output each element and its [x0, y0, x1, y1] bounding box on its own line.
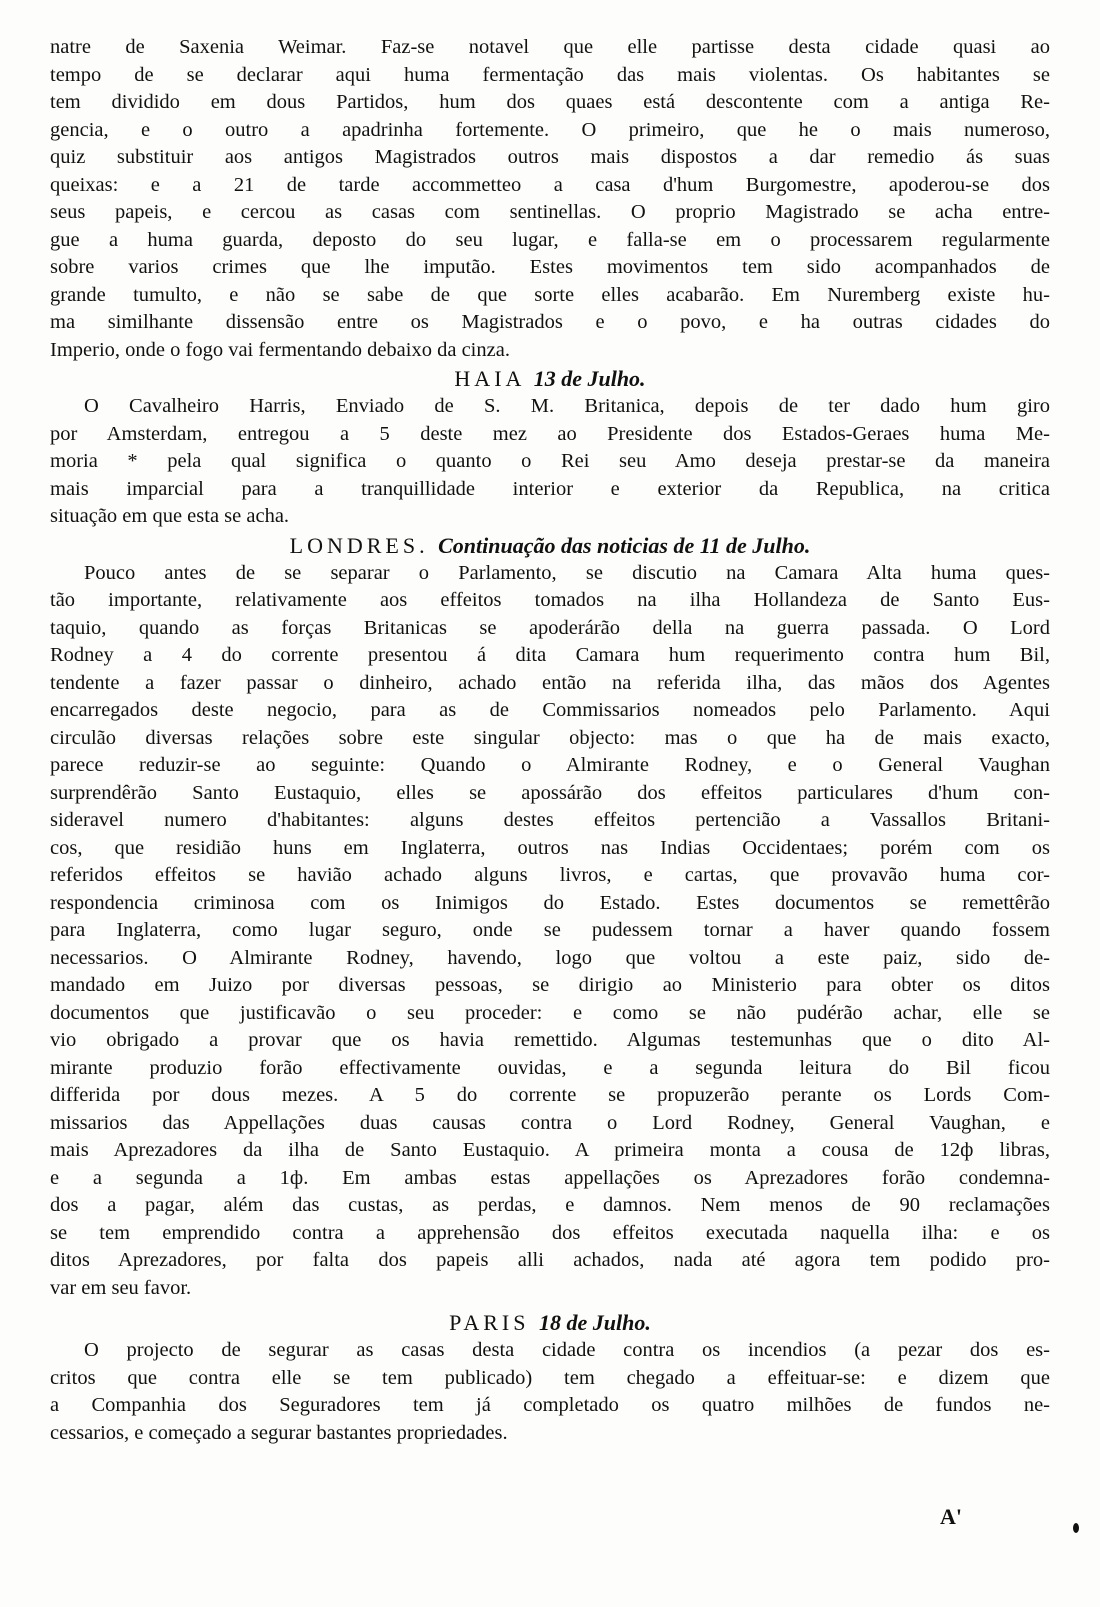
text-column — [50, 34, 1050, 1447]
section-heading-paris — [50, 1308, 1050, 1337]
heading-place: HAIA — [454, 366, 525, 391]
text-line: ma similhante dissensão entre os Magistrados e o povo, e ha outras cidades do — [50, 311, 1050, 333]
text-line: grande tumulto, e não se sabe de que sorte elles acabarão. Em Nuremberg existe hu- — [50, 283, 1050, 306]
text-line: sobre varios crimes que lhe imputão. Estes movimentos tem sido acompanhados de — [50, 256, 1050, 278]
text-line: natre de Saxenia Weimar. Faz-se notavel que elle partisse desta cidade quasi ao — [50, 36, 1050, 58]
text-line: seus papeis, e cercou as casas com sentinellas. O proprio Magistrado se acha entre- — [50, 201, 1050, 223]
text-line: se tem emprendido contra a apprehensão dos effeitos executada naquella ilha: e os — [50, 1221, 1050, 1244]
text-line: differida por dous mezes. A 5 do corrente se propuzerão perante os Lords Com- — [50, 1084, 1050, 1106]
heading-date: Continuação das noticias de 11 de Julho. — [438, 532, 811, 558]
text-line: referidos effeitos se havião achado alguns livros, e cartas, que provavão huma cor- — [50, 864, 1050, 886]
text-line: gue a huma guarda, deposto do seu lugar, e falla-se em o processarem regularmente — [50, 228, 1050, 251]
text-line: queixas: e a 21 de tarde accommetteo a casa d'hum Burgomestre, apoderou-se dos — [50, 173, 1050, 196]
section-heading-londres — [50, 531, 1050, 560]
heading-place: LONDRES. — [289, 532, 429, 558]
text-line: gencia, e o outro a apadrinha fortemente. O primeiro, que he o mais numeroso, — [50, 118, 1050, 141]
catchword: A' — [940, 1504, 962, 1529]
text-line: a Companhia dos Seguradores tem já completado os quatro milhões de fundos ne- — [50, 1394, 1050, 1416]
text-line: cos, que residião huns em Inglaterra, outros nas Indias Occidentaes; porém com os — [50, 836, 1050, 859]
text-line: taquio, quando as forças Britanicas se apoderárão della na guerra passada. O Lord — [50, 616, 1050, 639]
text-line: mandado em Juizo por diversas pessoas, se dirigio ao Ministerio para obter os ditos — [50, 974, 1050, 996]
text-line: quiz substituir aos antigos Magistrados outros mais dispostos a dar remedio ás suas — [50, 146, 1050, 168]
section-heading-haia — [50, 364, 1050, 393]
text-line: Imperio, onde o fogo vai fermentando debaixo da cinza. — [50, 338, 510, 361]
text-line: por Amsterdam, entregou a 5 deste mez ao Presidente dos Estados-Geraes huma Me- — [50, 422, 1050, 445]
paragraph-londres — [50, 560, 1050, 1303]
text-line: respondencia criminosa com os Inimigos do Estado. Estes documentos se remettêrão — [50, 891, 1050, 914]
paragraph-haia — [50, 393, 1050, 531]
text-line: tempo de se declarar aqui huma fermentação das mais violentas. Os habitantes se — [50, 63, 1050, 86]
text-line: tendente a fazer passar o dinheiro, achado então na referida ilha, das mãos dos Agentes — [50, 671, 1050, 694]
edge-mark — [1073, 1523, 1079, 1533]
text-line: Pouco antes de se separar o Parlamento, se discutio na Camara Alta huma ques- — [84, 561, 1050, 584]
paragraph-paris — [50, 1337, 1050, 1447]
paragraph-saxenia — [50, 34, 1050, 364]
text-line: var em seu favor. — [50, 1276, 192, 1299]
text-line: mais imparcial para a tranquillidade interior e exterior da Republica, na critica — [50, 477, 1050, 500]
text-line: encarregados deste negocio, para as de Commissarios nomeados pelo Parlamento. Aqui — [50, 699, 1050, 721]
text-line: Rodney a 4 do corrente presentou á dita Camara hum requerimento contra hum Bil, — [50, 644, 1050, 666]
text-line: moria * pela qual significa o quanto o Rei seu Amo deseja prestar-se da maneira — [50, 450, 1050, 472]
text-line: O Cavalheiro Harris, Enviado de S. M. Britanica, depois de ter dado hum giro — [84, 395, 1050, 417]
text-line: situação em que esta se acha. — [50, 505, 290, 527]
heading-place: PARIS — [449, 1310, 530, 1335]
text-line: mirante produzio forão effectivamente ouvidas, e a segunda leitura do Bil ficou — [50, 1056, 1050, 1079]
text-line: vio obrigado a provar que os havia remettido. Algumas testemunhas que o dito Al- — [50, 1029, 1050, 1051]
text-line: ditos Aprezadores, por falta dos papeis alli achados, nada até agora tem podido pro- — [50, 1249, 1050, 1271]
text-line: circulão diversas relações sobre este singular objecto: mas o que ha de mais exacto, — [50, 726, 1050, 749]
text-line: O projecto de segurar as casas desta cidade contra os incendios (a pezar dos es- — [84, 1339, 1050, 1361]
text-line: surprendêrão Santo Eustaquio, elles se apossárão dos effeitos particulares d'hum con- — [50, 781, 1050, 804]
text-line: dos a pagar, além das custas, as perdas, e damnos. Nem menos de 90 reclamações — [50, 1194, 1050, 1216]
text-line: mais Aprezadores da ilha de Santo Eustaquio. A primeira monta a cousa de 12ф libras, — [50, 1139, 1050, 1161]
heading-date: 18 de Julho. — [538, 1310, 651, 1335]
text-line: parece reduzir-se ao seguinte: Quando o Almirante Rodney, e o General Vaughan — [50, 754, 1050, 776]
heading-date: 13 de Julho. — [533, 366, 646, 391]
text-line: documentos que justificavão o seu proceder: e como se não pudérão achar, elle se — [50, 1001, 1050, 1024]
text-line: para Inglaterra, como lugar seguro, onde se pudessem tornar a haver quando fossem — [50, 919, 1050, 941]
text-line: e a segunda a 1ф. Em ambas estas appellações os Aprezadores forão condemna- — [50, 1166, 1050, 1189]
text-line: tem dividido em dous Partidos, hum dos quaes está descontente com a antiga Re- — [50, 91, 1050, 113]
text-line: cessarios, e começado a segurar bastantes propriedades. — [50, 1421, 508, 1444]
text-line: missarios das Appellações duas causas contra o Lord Rodney, General Vaughan, e — [50, 1111, 1050, 1134]
text-line: necessarios. O Almirante Rodney, havendo, logo que voltou a este paiz, sido de- — [50, 946, 1050, 969]
text-line: critos que contra elle se tem publicado) tem chegado a effeituar-se: e dizem que — [50, 1366, 1050, 1389]
text-line: tão importante, relativamente aos effeitos tomados na ilha Hollandeza de Santo Eus- — [50, 589, 1050, 611]
text-line: sideravel numero d'habitantes: alguns destes effeitos pertencião a Vassallos Britani- — [50, 809, 1050, 831]
